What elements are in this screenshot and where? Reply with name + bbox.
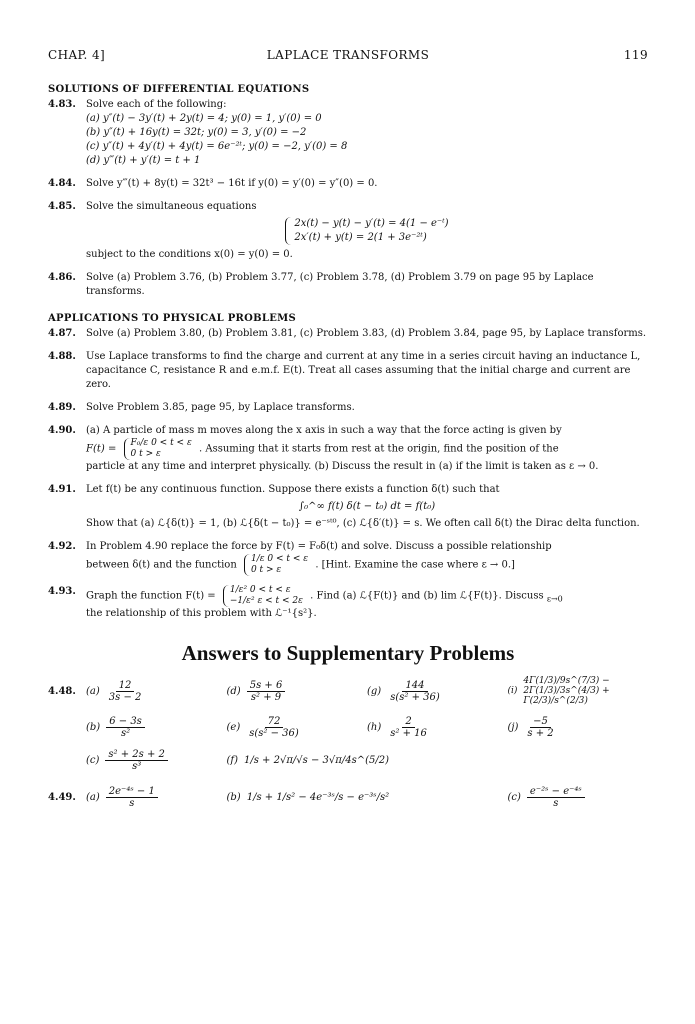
answer-item: (e) $\frac{72}{\text{s(s² − 36)}}$ (226, 716, 299, 739)
problem-4-87: 4.87. Solve (a) Problem 3.80, (b) Problem 3.81, (c) Problem 3.83, (d) Problem 3.84, page 95, by Laplace transforms. (48, 328, 647, 339)
answer-item: (a) $\frac{12}{3s - 2}$ (86, 679, 142, 703)
answer-item: (c) $\frac{\text{e⁻²ˢ − e⁻⁴ˢ}}{s}$ (508, 786, 649, 809)
piecewise-function: 1/ε 0 < t < ε 0 t > ε (244, 554, 308, 576)
section-heading-de: SOLUTIONS OF DIFFERENTIAL EQUATIONS (48, 84, 310, 95)
answer-item: (c) $\frac{\text{s² + 2s + 2}}{\text{s³}}$ (86, 749, 227, 772)
problem-4-92: 4.92. In Problem 4.90 replace the force by F(t) = F₀δ(t) and solve. Discuss a possible relationship between δ(t) and the function 1/ε 0 < t < ε 0 t > ε . [Hint. Examine the case where ε → 0.] (48, 541, 552, 575)
answer-item: (d) $\frac{5s + 6}{\text{s² + 9}}$ (227, 680, 368, 703)
problem-4-83: 4.83. Solve each of the following: (a) y″(t) − 3y′(t) + 2y(t) = 4; y(0) = 1, y′(0) = 0 (b) y″(t) + 16y(t) = 32t; y(0) = 3, y′(0) = −2 (c) y″(t) + 4y′(t) + 4y(t) = 6e⁻²ᵗ; y(0) = −2, y′(0) = 8 (d) y‴(t) + y′(t) = t + 1 (48, 98, 648, 168)
answer-item: (j) $\frac{-5}{s + 2}$ (507, 716, 554, 739)
answer-item: (f) 1/s + 2√π/√s − 3√π/4s^(5/2) (226, 755, 389, 766)
piecewise-function: 1/ε² 0 < t < ε −1/ε² ε < t < 2ε (223, 585, 303, 607)
answer-item: (b) $\frac{6 - 3s}{\text{s²}}$ (86, 716, 227, 739)
running-header (48, 48, 648, 62)
section-heading-phys: APPLICATIONS TO PHYSICAL PROBLEMS (48, 313, 297, 324)
answers-4-48: 4.48. (a) $\frac{12}{3s - 2}$ (d) $\frac{5s + 6}{\text{s² + 9}}$ (g) $\frac{144}{\text{s(s² + 36)}}$ (i) 4Γ(1/3)/9s^(7/3) − 2Γ(1/3)/3s^(4/3) + Γ(2/3)/s^(2/3) (b) $\frac{6 - 3s}{\text{s²}}$ (e) $\frac{72}{\text{s(s² − 36)}}$ (h) $\frac{2}{\text{s² + 16}}$ (j) $\frac{-5}{s + 2}$ (c) $\frac{\text{s² + 2s + 2}}{\text{s³}}$ (f) 1/s + 2√π/√s − 3√π/4s^(5/2) (48, 676, 648, 772)
problem-4-89: 4.89. Solve Problem 3.85, page 95, by Laplace transforms. (48, 402, 355, 413)
answers-heading: Answers to Supplementary Problems (181, 641, 515, 665)
answer-item: (g) $\frac{144}{\text{s(s² + 36)}}$ (367, 679, 440, 703)
problem-4-91: 4.91. Let f(t) be any continuous function. Suppose there exists a function δ(t) such that ∫₀^∞ f(t) δ(t − t₀) dt = f(t₀) Show that (a) ℒ{δ(t)} = 1, (b) ℒ{δ(t − t₀)} = e⁻ˢᵗ⁰, (c) ℒ{δ′(t)} = s. We often call δ(t) the Dirac delta function. (48, 483, 648, 531)
answer-item: (b) 1/s + 1/s² − 4e⁻³ˢ/s − e⁻³ˢ/s² (226, 792, 390, 803)
answers-4-49: 4.49. (a) $\frac{\text{2e⁻⁴ˢ − 1}}{s}$ (b) 1/s + 1/s² − 4e⁻³ˢ/s − e⁻³ˢ/s² (c) $\frac{\text{e⁻²ˢ − e⁻⁴ˢ}}{s}$ (48, 786, 648, 809)
problem-part: (b) y″(t) + 16y(t) = 32t; y(0) = 3, y′(0) = −2 (86, 127, 307, 138)
problem-4-90: 4.90. (a) A particle of mass m moves along the x axis in such a way that the force acting is given by F(t) = F₀/ε 0 < t < ε 0 t > ε . Assuming that it starts from rest at the origin, find the position of the particle at any time and interpret physically. (b) Discuss the result in (a) if the limit is taken as ε → 0. (48, 425, 599, 472)
running-title: LAPLACE TRANSFORMS (266, 48, 430, 62)
problem-4-86: 4.86. Solve (a) Problem 3.76, (b) Problem 3.77, (c) Problem 3.78, (d) Problem 3.79 on page 95 by Laplace transforms. (48, 272, 594, 297)
problem-4-84: 4.84. Solve y‴(t) + 8y(t) = 32t³ − 16t if y(0) = y′(0) = y″(0) = 0. (48, 178, 378, 189)
problem-4-93: 4.93. Graph the function F(t) = 1/ε² 0 < t < ε −1/ε² ε < t < 2ε . Find (a) ℒ{F(t)} and (b) lim ℒ{F(t)}. Discuss $_{\varepsilon\to 0}$ the relationship of this problem with ℒ⁻¹{s²}. (48, 585, 563, 619)
delta-integral-equation: ∫₀^∞ f(t) δ(t − t₀) dt = f(t₀) (298, 501, 436, 512)
answer-item: (a) $\frac{\text{2e⁻⁴ˢ − 1}}{s}$ (86, 786, 227, 809)
chapter-label: CHAP. 4] (48, 48, 106, 62)
equation-system: 2x(t) − y(t) − y′(t) = 4(1 − e⁻ᵗ) 2x′(t) + y(t) = 2(1 + 3e⁻²ᵗ) (285, 217, 448, 245)
answer-item: (h) $\frac{2}{\text{s² + 16}}$ (367, 716, 427, 739)
problem-4-85: 4.85. Solve the simultaneous equations 2x(t) − y(t) − y′(t) = 4(1 − e⁻ᵗ) 2x′(t) + y(t) = 2(1 + 3e⁻²ᵗ) subject to the conditions x(0) = y(0) = 0. (48, 201, 449, 260)
problem-part: (a) y″(t) − 3y′(t) + 2y(t) = 4; y(0) = 1, y′(0) = 0 (86, 113, 322, 124)
page-number: 119 (623, 48, 648, 62)
answer-item: (i) 4Γ(1/3)/9s^(7/3) − 2Γ(1/3)/3s^(4/3) + Γ(2/3)/s^(2/3) (507, 676, 610, 706)
page (48, 48, 648, 809)
problem-part: (c) y″(t) + 4y′(t) + 4y(t) = 6e⁻²ᵗ; y(0) = −2, y′(0) = 8 (86, 141, 348, 152)
problem-part: (d) y‴(t) + y′(t) = t + 1 (86, 155, 201, 166)
problem-4-88: 4.88. Use Laplace transforms to find the charge and current at any time in a series circuit having an inductance L, capacitance C, resistance R and e.m.f. E(t). Treat all cases assuming that the initial charge and current are zero. (48, 351, 641, 390)
piecewise-function: F₀/ε 0 < t < ε 0 t > ε (124, 438, 192, 460)
